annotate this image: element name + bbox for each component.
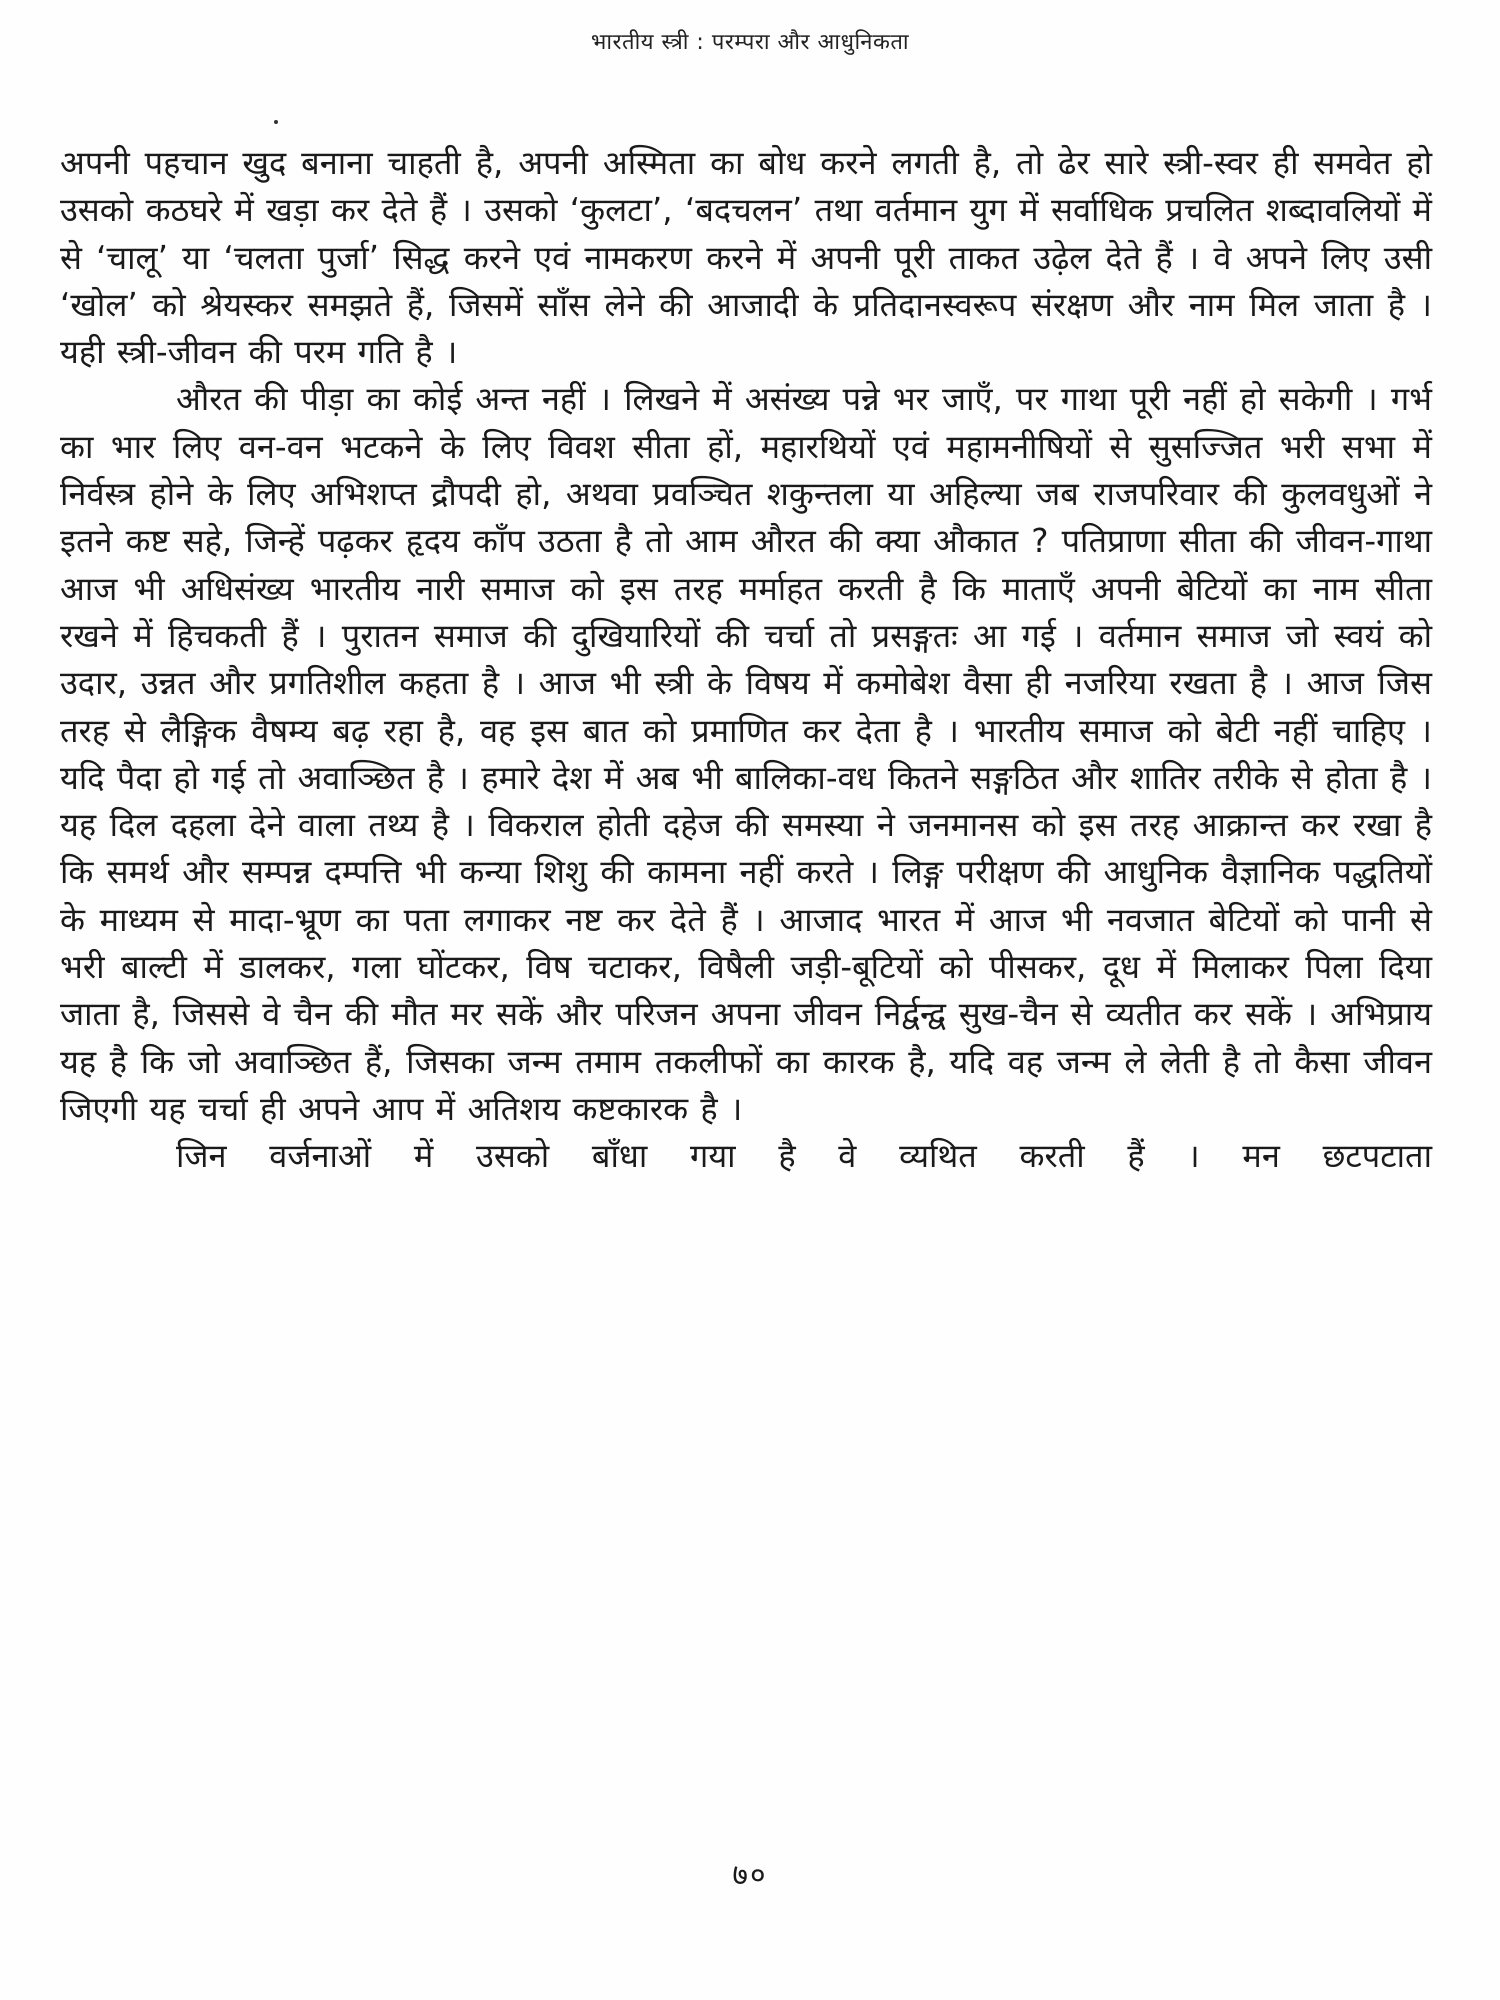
paragraph-1: अपनी पहचान खुद बनाना चाहती है, अपनी अस्मिता का बोध करने लगती है, तो ढेर सारे स्त्री-स्वर ही समवेत हो उसको कठघरे में खड़ा कर देते हैं । उसको ‘कुलटा’, ‘बदचलन’ तथा वर्तमान युग में सर्वाधिक प्रचलित शब्दावलियों में से ‘चालू’ या ‘चलता पुर्जा’ सिद्ध करने एवं नामकरण करने में अपनी पूरी ताकत उढ़ेल देते हैं । वे अपने लिए उसी ‘खोल’ को श्रेयस्कर समझते हैं, जिसमें साँस लेने की आजादी के प्रतिदानस्वरूप संरक्षण और नाम मिल जाता है । यही स्त्री-जीवन की परम गति है । xyxy=(60,144,1432,372)
paragraph-3: जिन वर्जनाओं में उसको बाँधा गया है वे व्यथित करती हैं । मन छटपटाता xyxy=(176,1137,1432,1176)
running-head: भारतीय स्त्री : परम्परा और आधुनिकता xyxy=(590,30,910,55)
page-number: ७० xyxy=(732,1858,768,1893)
print-speck xyxy=(274,120,278,124)
paragraph-2: औरत की पीड़ा का कोई अन्त नहीं । लिखने में असंख्य पन्ने भर जाएँ, पर गाथा पूरी नहीं हो सकेगी । गर्भ का भार लिए वन-वन भटकने के लिए विवश सीता हों, महारथियों एवं महामनीषियों से सुसज्जित भरी सभा में निर्वस्त्र होने के लिए अभिशप्त द्रौपदी हो, अथवा प्रवञ्चित शकुन्तला या अहिल्या जब राजपरिवार की कुलवधुओं ने इतने कष्ट सहे, जिन्हें पढ़कर हृदय काँप उठता है तो आम औरत की क्या औकात ? पतिप्राणा सीता की जीवन-गाथा आज भी अधिसंख्य भारतीय नारी समाज को इस तरह मर्माहत करती है कि माताएँ अपनी बेटियों का नाम सीता रखने में हिचकती हैं । पुरातन समाज की दुखियारियों की चर्चा तो प्रसङ्गतः आ गई । वर्तमान समाज जो स्वयं को उदार, उन्नत और प्रगतिशील कहता है । आज भी स्त्री के विषय में कमोबेश वैसा ही नजरिया रखता है । आज जिस तरह से लैङ्गिक वैषम्य बढ़ रहा है, वह इस बात को प्रमाणित कर देता है । भारतीय समाज को बेटी नहीं चाहिए । यदि पैदा हो गई तो अवाञ्छित है । हमारे देश में अब भी बालिका-वध कितने सङ्गठित और शातिर तरीके से होता है । यह दिल दहला देने वाला तथ्य है । विकराल होती दहेज की समस्या ने जनमानस को इस तरह आक्रान्त कर रखा है कि समर्थ और सम्पन्न दम्पत्ति भी कन्या शिशु की कामना नहीं करते । लिङ्ग परीक्षण की आधुनिक वैज्ञानिक पद्धतियों के माध्यम से मादा-भ्रूण का पता लगाकर नष्ट कर देते हैं । आजाद भारत में आज भी नवजात बेटियों को पानी से भरी बाल्टी में डालकर, गला घोंटकर, विष चटाकर, विषैली जड़ी-बूटियों को पीसकर, दूध में मिलाकर पिला दिया जाता है, जिससे वे चैन की मौत मर सकें और परिजन अपना जीवन निर्द्वन्द्व सुख-चैन से व्यतीत कर सकें । अभिप्राय यह है कि जो अवाञ्छित हैं, जिसका जन्म तमाम तकलीफों का कारक है, यदि वह जन्म ले लेती है तो कैसा जीवन जिएगी यह चर्चा ही अपने आप में अतिशय कष्टकारक है । xyxy=(60,380,1432,1128)
body-text xyxy=(60,140,1432,1181)
